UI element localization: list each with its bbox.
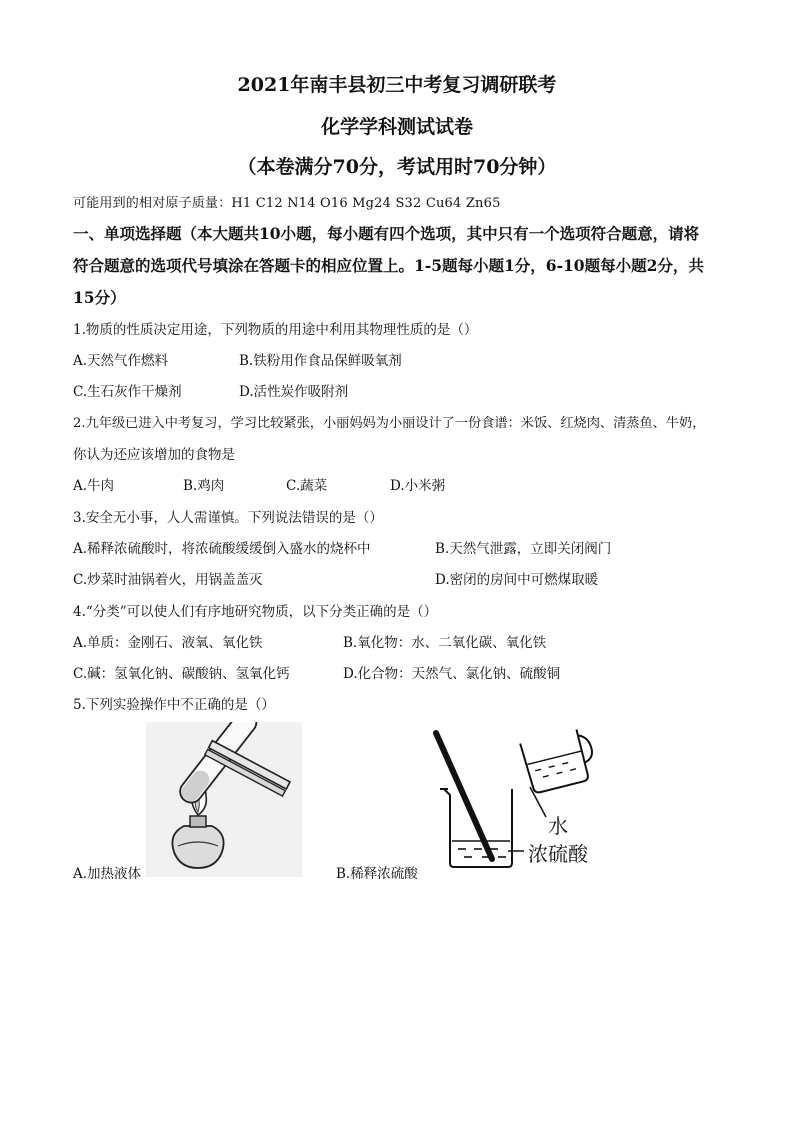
q4-option-c: C.碱：氢氧化钠、碳酸钠、氢氧化钙 <box>73 666 290 682</box>
q2-stem-line2: 你认为还应该增加的食物是 <box>73 447 235 463</box>
heating-liquid-figure <box>146 722 302 877</box>
q2-stem-line1: 2.九年级已进入中考复习，学习比较紧张，小丽妈妈为小丽设计了一份食谱：米饭、红烧肉、清蒸鱼、牛奶， <box>73 416 706 431</box>
q1-option-d: D.活性炭作吸附剂 <box>239 384 349 400</box>
q1-stem: 1.物质的性质决定用途，下列物质的用途中利用其物理性质的是（） <box>73 322 478 338</box>
section-heading-line2: 符合题意的选项代号填涂在答题卡的相应位置上。1-5题每小题1分，6-10题每小题2分，共 <box>73 256 704 275</box>
q3-stem: 3.安全无小事，人人需谨慎。下列说法错误的是（） <box>73 510 383 526</box>
q2-option-c: C.蔬菜 <box>286 478 328 494</box>
q3-option-d: D.密闭的房间中可燃煤取暖 <box>435 572 599 588</box>
q1-option-c: C.生石灰作干燥剂 <box>73 384 182 400</box>
q2-option-b: B.鸡肉 <box>183 478 225 494</box>
beaker-upper <box>520 730 589 794</box>
q5-stem: 5.下列实验操作中不正确的是（） <box>73 697 275 713</box>
figure-a-caption: A.加热液体 <box>73 866 142 882</box>
lamp-neck <box>190 816 206 827</box>
atomic-masses: 可能用到的相对原子质量：H1 C12 N14 O16 Mg24 S32 Cu64 Zn65 <box>73 196 501 211</box>
q1-option-a: A.天然气作燃料 <box>73 353 169 369</box>
alcohol-lamp-body <box>172 826 223 868</box>
q4-option-d: D.化合物：天然气、氯化钠、硫酸铜 <box>343 666 561 682</box>
q3-option-b: B.天然气泄露，立即关闭阀门 <box>435 541 612 557</box>
q4-option-a: A.单质：金刚石、液氧、氧化铁 <box>73 635 263 651</box>
figure-b-caption: B.稀释浓硫酸 <box>336 866 418 882</box>
label-water: 水 <box>548 814 568 838</box>
acid-dashes <box>458 849 506 857</box>
glass-rod <box>436 733 492 859</box>
exam-subject: 化学学科测试试卷 <box>320 116 473 138</box>
q2-option-d: D.小米粥 <box>390 478 446 494</box>
exam-title: 2021年南丰县初三中考复习调研联考 <box>237 74 557 96</box>
q2-option-a: A.牛肉 <box>73 478 115 494</box>
section-heading-line1: 一、单项选择题（本大题共10小题，每小题有四个选项，其中只有一个选项符合题意，请将 <box>73 224 700 243</box>
label-concentrated-acid: 浓硫酸 <box>528 842 588 866</box>
q3-option-c: C.炒菜时油锅着火，用锅盖盖灭 <box>73 572 263 588</box>
q4-option-b: B.氧化物：水、二氧化碳、氧化铁 <box>343 635 547 651</box>
q1-option-b: B.铁粉用作食品保鲜吸氧剂 <box>239 353 402 369</box>
q4-stem: 4.“分类”可以使人们有序地研究物质，以下分类正确的是（） <box>73 604 438 620</box>
q3-option-a: A.稀释浓硫酸时，将浓硫酸缓缓倒入盛水的烧杯中 <box>73 541 371 557</box>
exam-info: （本卷满分70分，考试用时70分钟） <box>237 156 557 178</box>
section-heading-line3: 15分） <box>73 288 126 307</box>
